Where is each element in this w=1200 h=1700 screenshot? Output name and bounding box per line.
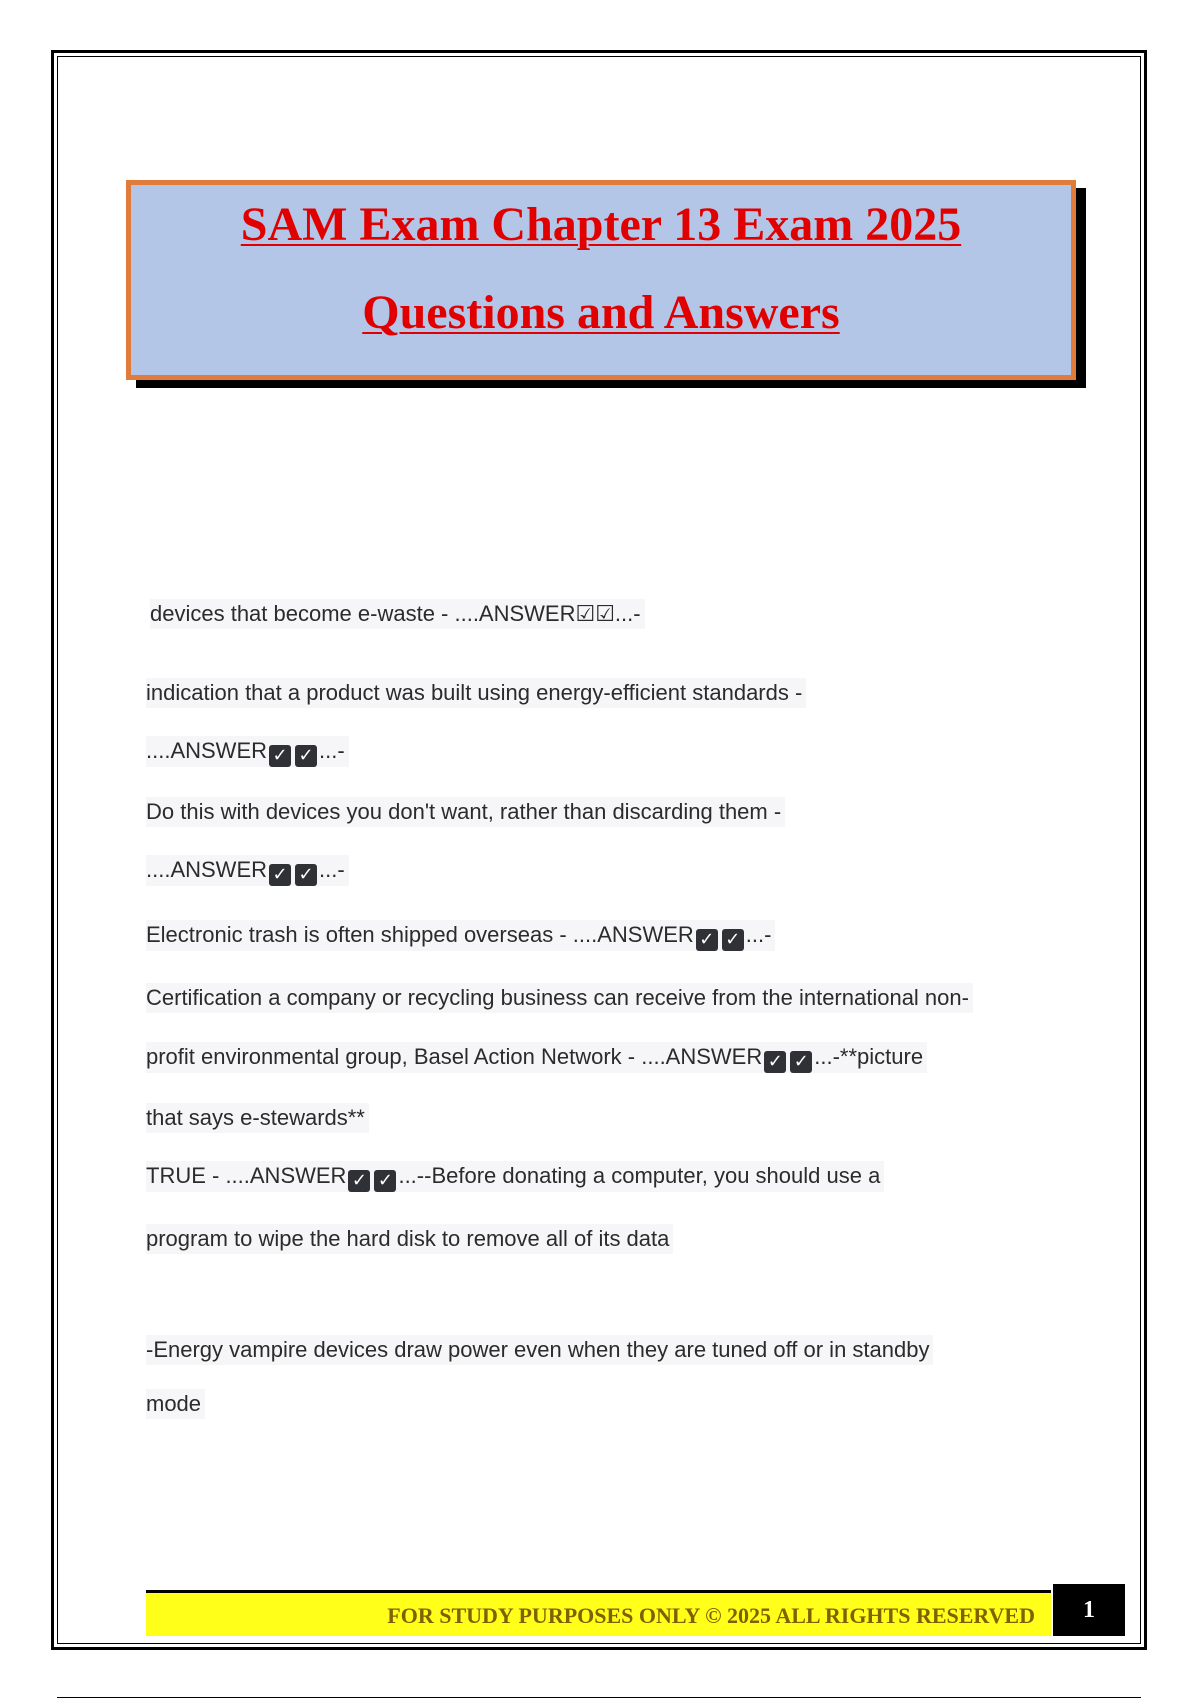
- checkbox-checked-icon: ✓: [790, 1051, 812, 1073]
- qa-text-pre: TRUE - ....ANSWER: [146, 1163, 347, 1188]
- qa-text-post: ...-: [745, 922, 772, 947]
- qa-text: indication that a product was built using energy-efficient standards -: [146, 680, 803, 705]
- checkbox-checked-icon: ✓: [374, 1170, 396, 1192]
- qa-line-1: [150, 599, 645, 629]
- checkbox-checked-icon: ✓: [722, 929, 744, 951]
- page-number: 1: [1053, 1584, 1125, 1636]
- checkbox-checked-icon: ✓: [764, 1051, 786, 1073]
- qa-text-pre: ....ANSWER: [146, 738, 268, 763]
- qa-text-post: ...-: [319, 857, 345, 882]
- qa-line-10: [146, 1161, 884, 1192]
- qa-text: Certification a company or recycling business can receive from the international non-: [146, 985, 969, 1010]
- title-line-1: SAM Exam Chapter 13 Exam 2025: [240, 198, 962, 251]
- qa-text: that says e-stewards**: [146, 1105, 365, 1130]
- qa-text: mode: [146, 1391, 202, 1416]
- checkbox-checked-icon: ✓: [269, 864, 291, 886]
- qa-line-9: [146, 1103, 369, 1133]
- qa-text-pre: ....ANSWER: [146, 857, 268, 882]
- qa-text-pre: profit environmental group, Basel Action Network - ....ANSWER: [146, 1044, 763, 1069]
- qa-text: devices that become e-waste - ....ANSWER☑☑...-: [150, 601, 641, 626]
- qa-text-pre: Electronic trash is often shipped overseas - ....ANSWER: [146, 922, 694, 947]
- checkbox-checked-icon: ✓: [348, 1170, 370, 1192]
- qa-line-5: [146, 855, 349, 886]
- qa-text-post: ...-: [319, 738, 345, 763]
- qa-text: program to wipe the hard disk to remove all of its data: [146, 1226, 670, 1251]
- qa-line-2: [146, 678, 806, 708]
- footer-text: FOR STUDY PURPOSES ONLY © 2025 ALL RIGHTS RESERVED: [387, 1603, 1035, 1628]
- qa-line-12: [146, 1335, 933, 1365]
- checkbox-checked-icon: ✓: [696, 929, 718, 951]
- qa-text-post: ...-**picture: [814, 1044, 924, 1069]
- qa-text-post: ...--Before donating a computer, you should use a: [398, 1163, 881, 1188]
- qa-line-8: [146, 1042, 927, 1073]
- bottom-rule: [57, 1697, 1141, 1698]
- checkbox-checked-icon: ✓: [269, 745, 291, 767]
- qa-line-4: [146, 797, 785, 827]
- qa-line-13: [146, 1389, 205, 1419]
- qa-text: -Energy vampire devices draw power even when they are tuned off or in standby: [146, 1337, 930, 1362]
- title-box: [126, 180, 1076, 380]
- qa-line-3: [146, 736, 349, 767]
- qa-line-6: [146, 920, 775, 951]
- title-line-2: Questions and Answers: [362, 286, 840, 339]
- qa-text: Do this with devices you don't want, rather than discarding them -: [146, 799, 782, 824]
- qa-line-7: [146, 983, 973, 1013]
- checkbox-checked-icon: ✓: [295, 745, 317, 767]
- footer-bar: [146, 1590, 1051, 1636]
- checkbox-checked-icon: ✓: [295, 864, 317, 886]
- qa-line-11: [146, 1224, 673, 1254]
